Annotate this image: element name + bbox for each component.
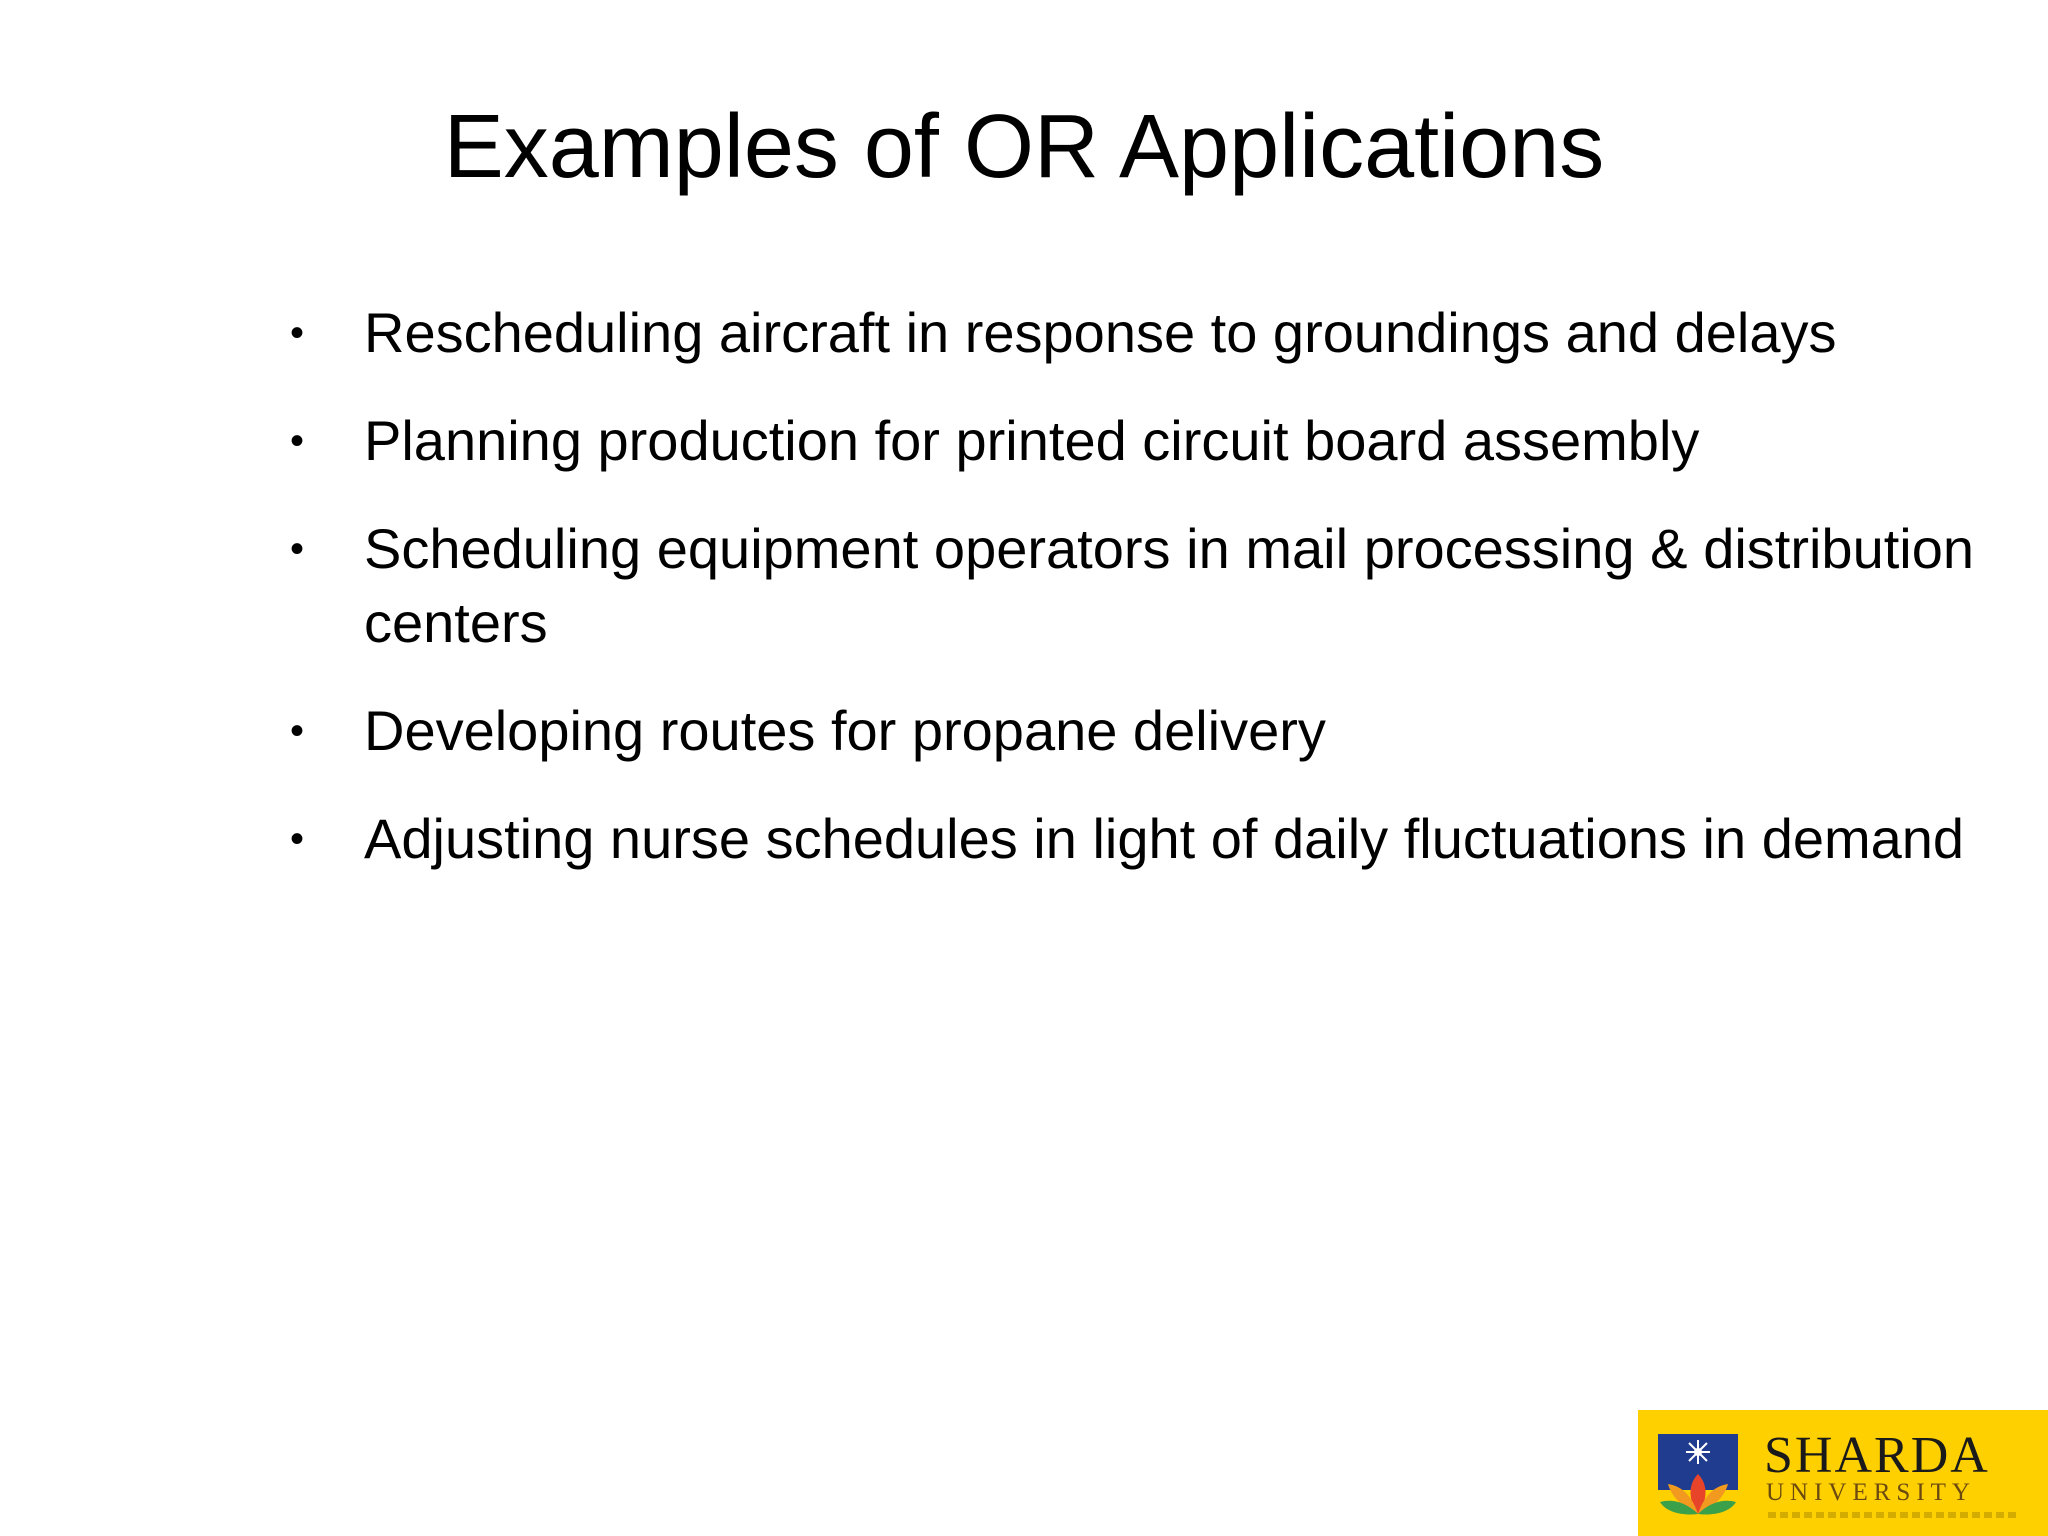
bullet-text: Planning production for printed circuit board assembly — [364, 409, 1700, 472]
bullet-icon: • — [290, 817, 305, 861]
bullet-item-1 — [282, 296, 1974, 370]
bullet-icon: • — [290, 311, 305, 355]
slide-title: Examples of OR Applications — [443, 97, 1605, 197]
logo-name-text: SHARDA — [1764, 1427, 1990, 1484]
bullet-item-4 — [282, 694, 1974, 768]
bullet-text: Scheduling equipment operators in mail processing & distribution centers — [364, 517, 1974, 654]
bullet-text: Adjusting nurse schedules in light of daily fluctuations in demand — [364, 807, 1965, 870]
bullet-item-3 — [282, 512, 1974, 660]
lotus-emblem-icon — [1658, 1434, 1738, 1518]
bullet-icon: • — [290, 527, 305, 571]
logo-tagline-decoration — [1768, 1512, 2018, 1518]
bullet-list — [282, 296, 1974, 910]
bullet-item-2 — [282, 404, 1974, 478]
university-logo — [1638, 1410, 2048, 1536]
bullet-icon: • — [290, 709, 305, 753]
bullet-text: Developing routes for propane delivery — [364, 699, 1326, 762]
bullet-icon: • — [290, 419, 305, 463]
bullet-text: Rescheduling aircraft in response to groundings and delays — [364, 301, 1837, 364]
bullet-item-5 — [282, 802, 1974, 876]
logo-sub-text: UNIVERSITY — [1766, 1479, 1976, 1506]
